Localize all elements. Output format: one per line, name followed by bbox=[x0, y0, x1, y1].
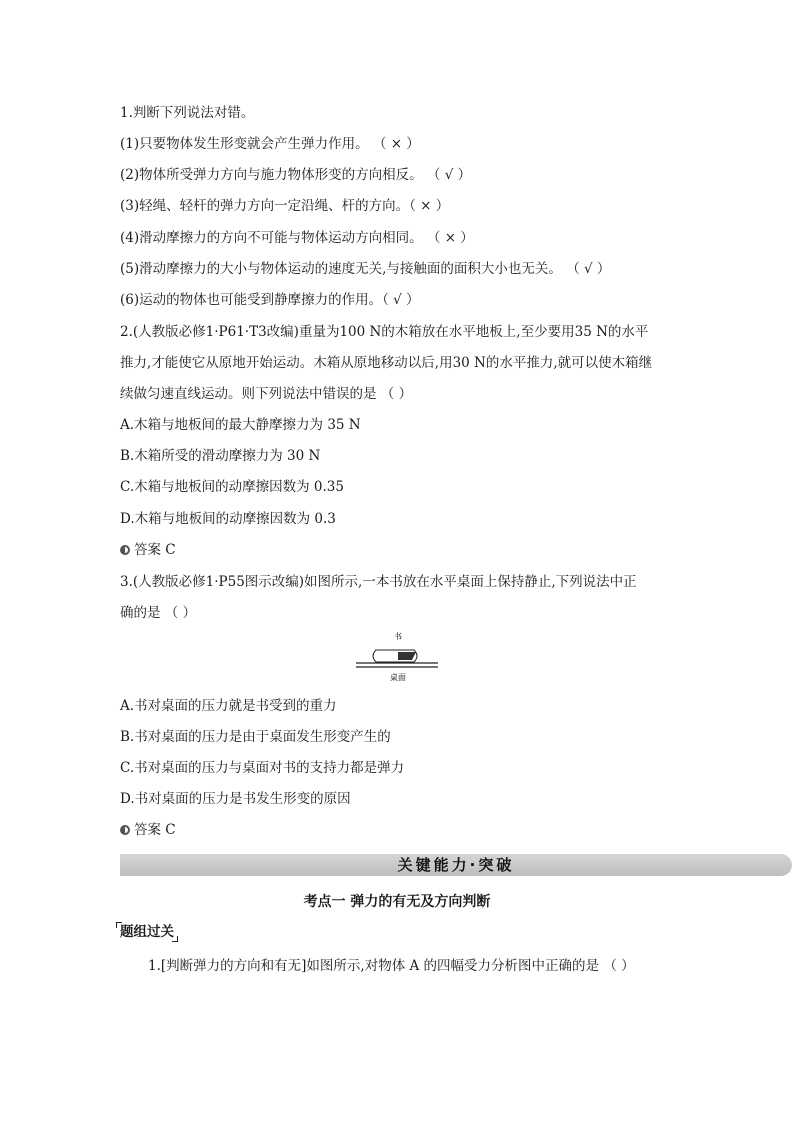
book-label: 书 bbox=[394, 632, 402, 641]
q3-answer-text: 答案 C bbox=[134, 822, 176, 838]
q3-stem-line-2: 确的是 （ ） bbox=[120, 605, 197, 621]
q1-item-3: (3)轻绳、轻杆的弹力方向一定沿绳、杆的方向。（ × ） bbox=[120, 198, 450, 214]
book-on-table-figure bbox=[354, 630, 440, 686]
group-tag: 题组过关 bbox=[116, 922, 178, 942]
q2-stem-line-3: 续做匀速直线运动。则下列说法中错误的是 （ ） bbox=[120, 386, 413, 402]
q3-option-b: B.书对桌面的压力是由于桌面发生形变产生的 bbox=[120, 729, 391, 745]
q2-option-a: A.木箱与地板间的最大静摩擦力为 35 N bbox=[120, 417, 361, 433]
q3-option-c: C.书对桌面的压力与桌面对书的支持力都是弹力 bbox=[120, 760, 405, 776]
q3-option-a: A.书对桌面的压力就是书受到的重力 bbox=[120, 698, 337, 714]
q1-item-1: (1)只要物体发生形变就会产生弹力作用。 （ × ） bbox=[120, 136, 420, 152]
q2-option-c: C.木箱与地板间的动摩擦因数为 0.35 bbox=[120, 479, 344, 495]
q2-stem-line-1: 2.(人教版必修1·P61·T3改编)重量为100 N的木箱放在水平地板上,至少要用35 N的水平 bbox=[120, 324, 649, 340]
q3-option-d: D.书对桌面的压力是书发生形变的原因 bbox=[120, 791, 351, 807]
q2-stem-line-2: 推力,才能使它从原地开始运动。木箱从原地移动以后,用30 N的水平推力,就可以使木箱继 bbox=[120, 355, 653, 371]
section-title: 考点一 弹力的有无及方向判断 bbox=[303, 894, 491, 910]
q3-stem-line-1: 3.(人教版必修1·P55图示改编)如图所示,一本书放在水平桌面上保持静止,下列说法中正 bbox=[120, 574, 637, 590]
q1-item-4: (4)滑动摩擦力的方向不可能与物体运动方向相同。 （ × ） bbox=[120, 230, 474, 246]
q2-answer bbox=[120, 540, 176, 560]
q2-option-d: D.木箱与地板间的动摩擦因数为 0.3 bbox=[120, 511, 336, 527]
q1-title: 1.判断下列说法对错。 bbox=[120, 105, 255, 121]
q1-item-2: (2)物体所受弹力方向与施力物体形变的方向相反。 （ √ ） bbox=[120, 167, 472, 183]
q3-answer bbox=[120, 820, 176, 840]
q1-item-6: (6)运动的物体也可能受到静摩擦力的作用。（ √ ） bbox=[120, 292, 420, 308]
answer-icon bbox=[120, 825, 130, 835]
q2-answer-text: 答案 C bbox=[134, 542, 176, 558]
next-question-stem: 1.[判断弹力的方向和有无]如图所示,对物体 A 的四幅受力分析图中正确的是 （ ） bbox=[148, 958, 635, 974]
answer-icon bbox=[120, 545, 130, 555]
q2-option-b: B.木箱所受的滑动摩擦力为 30 N bbox=[120, 448, 321, 464]
q1-item-5: (5)滑动摩擦力的大小与物体运动的速度无关,与接触面的面积大小也无关。 （ √ ） bbox=[120, 261, 611, 277]
section-banner: 关键能力·突破 bbox=[120, 854, 792, 876]
table-label: 桌面 bbox=[390, 673, 406, 682]
